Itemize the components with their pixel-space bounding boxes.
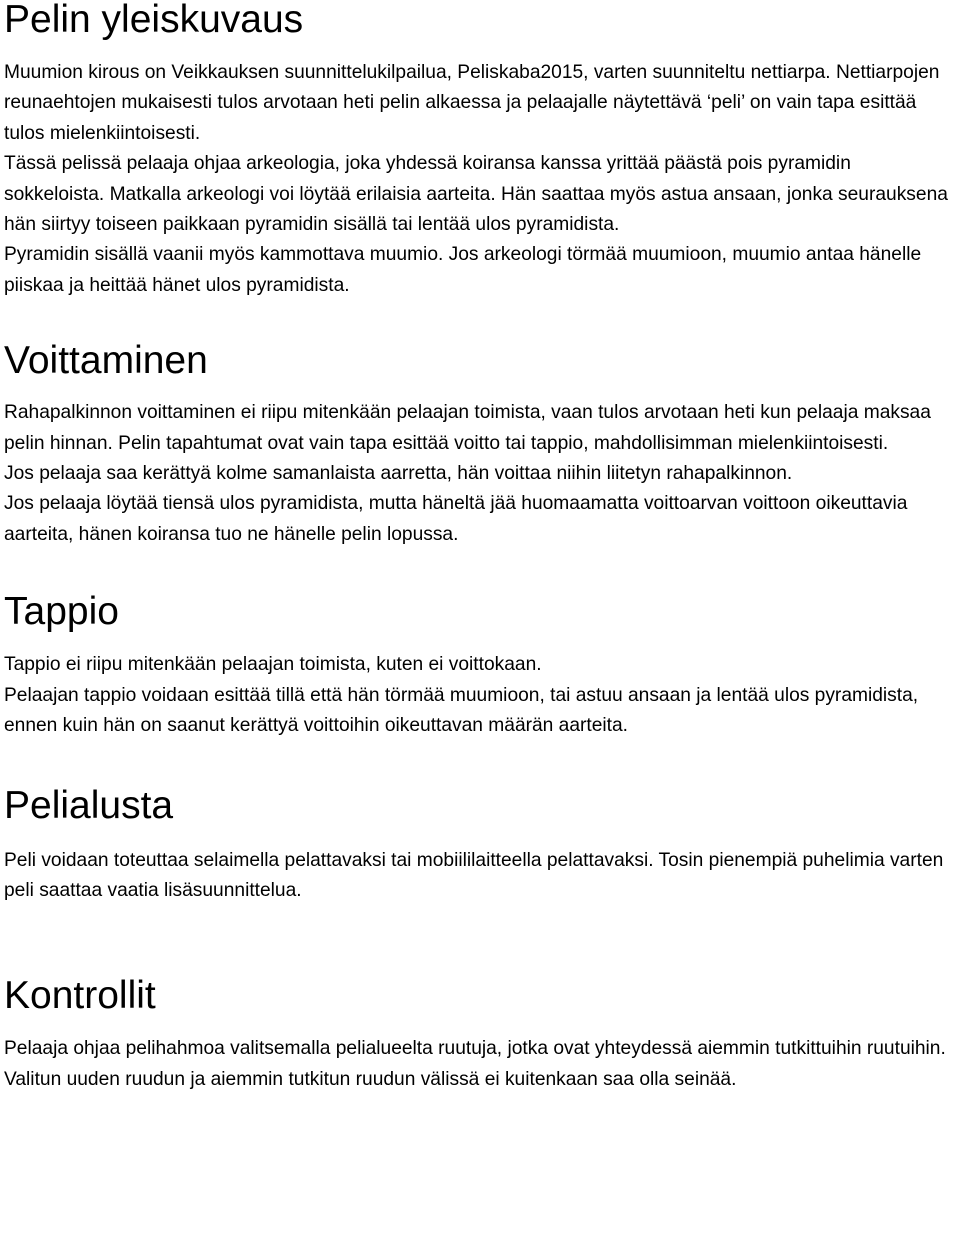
section-pelialusta [4, 783, 956, 907]
paragraph: Muumion kirous on Veikkauksen suunnittelukilpailua, Peliskaba2015, varten suunniteltu nettiarpa. Nettiarpojen reunaehtojen mukaisesti tulos arvotaan heti pelin alkaessa ja pelaajalle näytettävä ‘peli’ on vain tapa esittää tulos mielenkiintoisesti. [4, 62, 940, 144]
paragraph: Jos pelaaja saa kerättyä kolme samanlaista aarretta, hän voittaa niihin liitetyn rahapalkinnon. [4, 463, 793, 485]
section-tappio [4, 592, 956, 741]
section-heading: Kontrollit [4, 974, 156, 1018]
section-pelin-yleiskuvaus [4, 0, 956, 301]
paragraph: Tappio ei riipu mitenkään pelaajan toimista, kuten ei voittokaan. [4, 654, 542, 676]
paragraph: Tässä pelissä pelaaja ohjaa arkeologia, joka yhdessä koiransa kanssa yrittää päästä pois pyramidin sokkeloista. Matkalla arkeologi voi löytää erilaisia aarteita. Hän saattaa myös astua ansaan, jonka seurauksena hän siirtyy toiseen paikkaan pyramidin sisällä tai lentää ulos pyramidista. [4, 153, 948, 236]
paragraph: Pelaaja ohjaa pelihahmoa valitsemalla pelialueelta ruutuja, jotka ovat yhteydessä aiemmin tutkittuihin ruutuihin. Valitun uuden ruudun ja aiemmin tutkitun ruudun välissä ei kuitenkaan saa olla seinää. [4, 1038, 946, 1090]
section-voittaminen [4, 341, 956, 550]
paragraph: Jos pelaaja löytää tiensä ulos pyramidista, mutta häneltä jää huomaamatta voittoarvan voittoon oikeuttavia aarteita, hänen koiransa tuo ne hänelle pelin lopussa. [4, 493, 908, 545]
paragraph: Peli voidaan toteuttaa selaimella pelattavaksi tai mobiililaitteella pelattavaksi. Tosin pienempiä puhelimia varten peli saattaa vaatia lisäsuunnittelua. [4, 849, 944, 901]
section-heading: Tappio [4, 590, 119, 634]
document [4, 0, 956, 1095]
paragraph: Pelaajan tappio voidaan esittää tillä että hän törmää muumioon, tai astuu ansaan ja lentää ulos pyramidista, ennen kuin hän on saanut kerättyä voittoihin oikeuttavan määrän aarteita. [4, 684, 919, 737]
section-kontrollit [4, 976, 956, 1095]
paragraph: Rahapalkinnon voittaminen ei riipu mitenkään pelaajan toimista, vaan tulos arvotaan heti kun pelaaja maksaa pelin hinnan. Pelin tapahtumat ovat vain tapa esittää voitto tai tappio, mahdollisimman mielenkiintoisesti. [4, 402, 931, 454]
section-heading: Voittaminen [4, 339, 208, 383]
paragraph: Pyramidin sisällä vaanii myös kammottava muumio. Jos arkeologi törmää muumioon, muumio antaa hänelle piiskaa ja heittää hänet ulos pyramidista. [4, 244, 922, 296]
section-heading: Pelialusta [4, 783, 174, 827]
section-heading: Pelin yleiskuvaus [4, 0, 304, 41]
